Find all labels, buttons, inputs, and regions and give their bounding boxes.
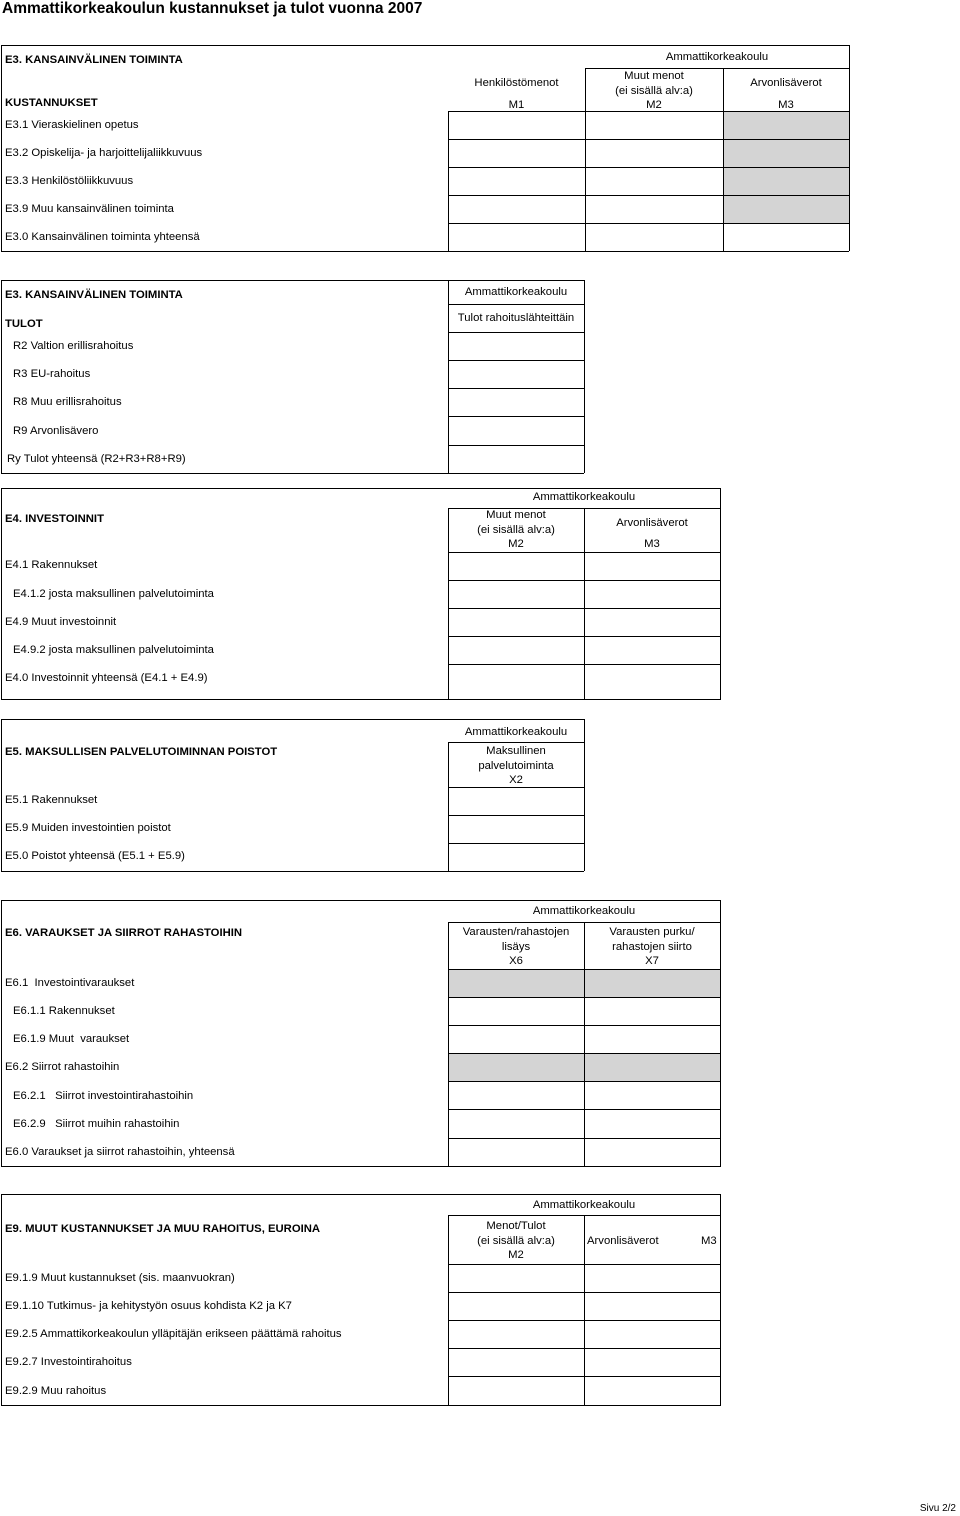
- column-header: Henkilöstömenot: [474, 77, 559, 89]
- page-title: Ammattikorkeakoulun kustannukset ja tulot vuonna 2007: [2, 0, 423, 17]
- column-header: Muut menot: [624, 70, 684, 82]
- column-header: Varausten purku/: [609, 926, 695, 938]
- grey-cell: [723, 139, 850, 168]
- section-subheading: TULOT: [5, 318, 43, 330]
- column-code: M3: [701, 1235, 717, 1247]
- column-header: palvelutoiminta: [478, 760, 554, 772]
- row-label: E6.1.1 Rakennukset: [13, 1005, 115, 1017]
- column-header: Varausten/rahastojen: [462, 926, 570, 938]
- row-label: E9.1.10 Tutkimus- ja kehitystyön osuus kohdista K2 ja K7: [5, 1300, 292, 1312]
- column-group-header: Ammattikorkeakoulu: [464, 726, 568, 738]
- row-label: E6.1 Investointivaraukset: [5, 977, 135, 989]
- column-header: Arvonlisäverot: [750, 77, 822, 89]
- column-header: (ei sisällä alv:a): [615, 85, 693, 97]
- row-label: E5.0 Poistot yhteensä (E5.1 + E5.9): [5, 850, 185, 862]
- row-label: E3.3 Henkilöstöliikkuvuus: [5, 175, 134, 187]
- row-label: E4.1.2 josta maksullinen palvelutoiminta: [13, 588, 214, 600]
- grey-cell: [723, 167, 850, 196]
- section-heading: E9. MUUT KUSTANNUKSET JA MUU RAHOITUS, EUROINA: [5, 1223, 321, 1235]
- column-code: M3: [778, 99, 794, 111]
- row-label: E6.2.1 Siirrot investointirahastoihin: [13, 1090, 194, 1102]
- column-code: X6: [509, 955, 523, 967]
- row-label: R8 Muu erillisrahoitus: [13, 396, 122, 408]
- row-label: E4.9.2 josta maksullinen palvelutoiminta: [13, 644, 214, 656]
- row-label: R3 EU-rahoitus: [13, 368, 91, 380]
- page-number: Sivu 2/2: [919, 1503, 956, 1514]
- column-header: (ei sisällä alv:a): [477, 1235, 555, 1247]
- grey-cell: [723, 195, 850, 224]
- row-label: E4.9 Muut investoinnit: [5, 616, 117, 628]
- row-label: E4.1 Rakennukset: [5, 559, 98, 571]
- column-header: Muut menot: [486, 509, 546, 521]
- column-code: X7: [645, 955, 659, 967]
- row-label: E3.9 Muu kansainvälinen toiminta: [5, 203, 174, 215]
- row-label: E4.0 Investoinnit yhteensä (E4.1 + E4.9): [5, 672, 208, 684]
- section-heading: E6. VARAUKSET JA SIIRROT RAHASTOIHIN: [5, 927, 243, 939]
- section-heading: E4. INVESTOINNIT: [5, 513, 104, 525]
- column-group-header: Ammattikorkeakoulu: [464, 286, 568, 298]
- column-code: M3: [644, 538, 660, 550]
- row-label: E9.2.5 Ammattikorkeakoulun ylläpitäjän erikseen päättämä rahoitus: [5, 1328, 342, 1340]
- column-group-header: Ammattikorkeakoulu: [532, 1199, 636, 1211]
- column-header: Menot/Tulot: [486, 1220, 546, 1232]
- row-label: E6.2.9 Siirrot muihin rahastoihin: [13, 1118, 180, 1130]
- row-label: E9.2.7 Investointirahoitus: [5, 1356, 132, 1368]
- column-group-header: Ammattikorkeakoulu: [532, 905, 636, 917]
- row-label: R2 Valtion erillisrahoitus: [13, 340, 134, 352]
- row-label: E6.1.9 Muut varaukset: [13, 1033, 130, 1045]
- column-header: Tulot rahoituslähteittäin: [457, 312, 575, 324]
- row-label: Ry Tulot yhteensä (R2+R3+R8+R9): [7, 453, 186, 465]
- column-code: M2: [646, 99, 662, 111]
- grey-cell: [723, 111, 850, 140]
- row-label: E6.0 Varaukset ja siirrot rahastoihin, yhteensä: [5, 1146, 235, 1158]
- column-code: M2: [508, 538, 524, 550]
- column-header: rahastojen siirto: [612, 941, 692, 953]
- section-subheading: KUSTANNUKSET: [5, 97, 98, 109]
- column-code: X2: [509, 774, 523, 786]
- row-label: E3.1 Vieraskielinen opetus: [5, 119, 139, 131]
- row-label: E3.0 Kansainvälinen toiminta yhteensä: [5, 231, 200, 243]
- row-label: E9.2.9 Muu rahoitus: [5, 1385, 107, 1397]
- section-heading: E3. KANSAINVÄLINEN TOIMINTA: [5, 54, 183, 66]
- section-heading: E3. KANSAINVÄLINEN TOIMINTA: [5, 289, 183, 301]
- column-header: Arvonlisäverot: [616, 517, 688, 529]
- column-header: lisäys: [501, 941, 531, 953]
- section-heading: E5. MAKSULLISEN PALVELUTOIMINNAN POISTOT: [5, 746, 278, 758]
- column-code: M1: [508, 99, 525, 111]
- column-code: M2: [508, 1249, 524, 1261]
- row-label: E5.9 Muiden investointien poistot: [5, 822, 171, 834]
- column-header: Maksullinen: [486, 745, 546, 757]
- column-header: (ei sisällä alv:a): [477, 524, 555, 536]
- row-label: R9 Arvonlisävero: [13, 425, 99, 437]
- row-label: E5.1 Rakennukset: [5, 794, 98, 806]
- column-header: Arvonlisäverot: [587, 1235, 659, 1247]
- row-label: E9.1.9 Muut kustannukset (sis. maanvuokran): [5, 1272, 235, 1284]
- column-group-header: Ammattikorkeakoulu: [665, 51, 769, 63]
- row-label: E3.2 Opiskelija- ja harjoittelijaliikkuvuus: [5, 147, 203, 159]
- column-group-header: Ammattikorkeakoulu: [532, 491, 636, 503]
- row-label: E6.2 Siirrot rahastoihin: [5, 1061, 120, 1073]
